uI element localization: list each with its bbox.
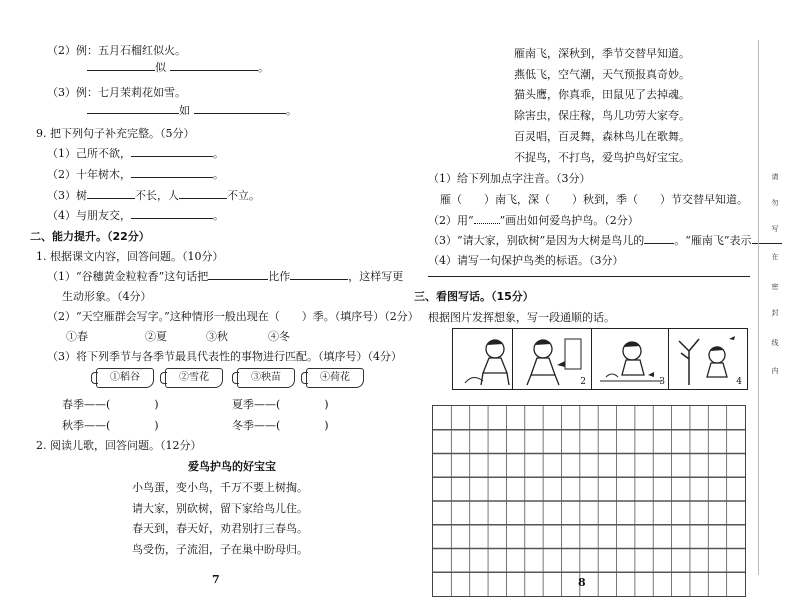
r-q3-a: （3）“请大家，别砍树”是因为大树是鸟儿的 (428, 234, 645, 247)
poem-line: 猫头鹰，你真乖，田鼠见了去掉魂。 (514, 88, 690, 101)
poem-line: 鸟受伤，子流泪，子在巢中盼母归。 (132, 543, 308, 556)
q8-3-example: （3）例：七月茉莉花如雪。 (47, 86, 186, 99)
r-q2-a: （2）用“ (428, 214, 474, 227)
q1-2-line[interactable]: （2）“天空雁群会写字。”这种情形一般出现在（ ）季。（填序号）（2分） (47, 310, 419, 323)
q9-4-text: （4）与朋友交， (47, 209, 131, 222)
picture-2 (512, 328, 592, 390)
q9-3-c: 不立。 (227, 189, 260, 202)
poem-line: 除害虫，保庄稼，鸟儿功劳大家夸。 (514, 109, 690, 122)
match-summer[interactable]: 夏季——( ) (232, 398, 329, 411)
frame-number: 4 (736, 377, 742, 387)
option-summer: ②夏 (145, 330, 167, 343)
q1-1-line[interactable] (47, 268, 403, 284)
q9-heading: 9. 把下列句子补充完整。（5分） (36, 127, 195, 140)
q1-heading: 1. 根据课文内容，回答问题。（10分） (36, 250, 224, 263)
q9-3-b: 不长，人 (135, 189, 179, 202)
pinyin-line[interactable]: 雁（ ）南飞，深（ ）秋到，季（ ）节交替早知道。 (440, 193, 748, 206)
binding-line (758, 40, 759, 575)
ribbon-lotus: ④荷花 (306, 368, 364, 388)
poem-line: 雁南飞，深秋到，季节交替早知道。 (514, 47, 690, 60)
r-q3-b: 。“雁南飞”表示 (674, 234, 752, 247)
match-winter[interactable]: 冬季——( ) (232, 419, 329, 432)
writing-grid[interactable] (432, 405, 746, 597)
q9-3-line[interactable] (47, 187, 260, 203)
margin-char: 写 (771, 225, 779, 233)
q8-2-example: （2）例：五月石榴红似火。 (47, 44, 186, 57)
match-autumn[interactable]: 秋季——( ) (62, 419, 159, 432)
q1-1-a: （1）“谷穗黄金粒粒香”这句话把 (47, 270, 209, 283)
q1-1-d: 生动形象。（4分） (62, 290, 152, 303)
q1-3-line: （3）将下列季节与各季节最具代表性的事物进行匹配。（填序号）（4分） (47, 350, 402, 363)
r-q4-answer-line[interactable] (428, 276, 750, 277)
poem-line: 请大家，别砍树，留下家给鸟儿住。 (132, 502, 308, 515)
section-2-heading: 二、能力提升。（22分） (30, 230, 150, 243)
q1-1-b: 比作 (268, 270, 291, 283)
q8-2-answer-line[interactable]: 似 。 (87, 59, 269, 75)
page-number-right: 8 (578, 576, 586, 589)
r-q4-heading: （4）请写一句保护鸟类的标语。（3分） (428, 254, 624, 267)
frame-number: 3 (659, 377, 665, 387)
picture-4 (668, 328, 748, 390)
margin-char: 请 (771, 173, 779, 181)
r-q2-b: ”画出如何爱鸟护鸟。（2分） (499, 214, 639, 227)
margin-char: 在 (771, 253, 779, 261)
q9-3-a: （3）树 (47, 189, 87, 202)
q8-3-mid: 如 (179, 104, 190, 117)
writing-grid-lines (433, 406, 745, 596)
page-number-left: 7 (212, 573, 220, 586)
option-spring: ①春 (66, 330, 88, 343)
option-winter: ④冬 (268, 330, 290, 343)
section-3-heading: 三、看图写话。（15分） (414, 290, 534, 303)
margin-char: 线 (771, 339, 779, 347)
wavy-line-sample (474, 215, 500, 224)
option-autumn: ③秋 (206, 330, 228, 343)
ribbon-rice: ①稻谷 (96, 368, 154, 388)
q9-1-text: （1）己所不欲， (47, 147, 131, 160)
writing-prompt: 根据图片发挥想象，写一段通顺的话。 (428, 311, 615, 324)
margin-char: 内 (771, 367, 779, 375)
frame-number: 2 (580, 377, 586, 387)
q8-2-mid: 似 (155, 61, 166, 74)
q2-heading: 2. 阅读儿歌，回答问题。（12分） (36, 439, 202, 452)
poem-line: 不捉鸟，不打鸟，爱鸟护鸟好宝宝。 (514, 151, 690, 164)
q9-2-line[interactable]: （2）十年树木， 。 (47, 168, 224, 181)
r-q3-line[interactable] (428, 232, 782, 248)
q9-2-text: （2）十年树木， (47, 168, 131, 181)
margin-char: 密 (771, 283, 779, 291)
poem-title: 爱鸟护鸟的好宝宝 (188, 460, 276, 473)
ribbon-seedling: ③秧苗 (237, 368, 295, 388)
r-q2-line (428, 212, 639, 228)
poem-line: 春天到，春天好，劝君别打三春鸟。 (132, 522, 308, 535)
r-q1-heading: （1）给下列加点字注音。（3分） (428, 172, 591, 185)
match-spring[interactable]: 春季——( ) (62, 398, 159, 411)
poem-line: 百灵唱，百灵舞，森林鸟儿在歌舞。 (514, 130, 690, 143)
q9-1-line[interactable]: （1）己所不欲， 。 (47, 147, 224, 160)
poem-line: 小鸟蛋，变小鸟，千万不要上树掏。 (132, 481, 308, 494)
margin-char: 勿 (771, 199, 779, 207)
margin-char: 封 (771, 309, 779, 317)
picture-3 (591, 328, 671, 390)
poem-line: 燕低飞，空气潮，天气预报真奇妙。 (514, 68, 690, 81)
q1-1-c: ，这样写更 (348, 270, 404, 283)
q9-4-line[interactable]: （4）与朋友交， 。 (47, 209, 224, 222)
q8-3-answer-line[interactable]: 如 。 (87, 102, 297, 118)
ribbon-snow: ②雪花 (165, 368, 223, 388)
